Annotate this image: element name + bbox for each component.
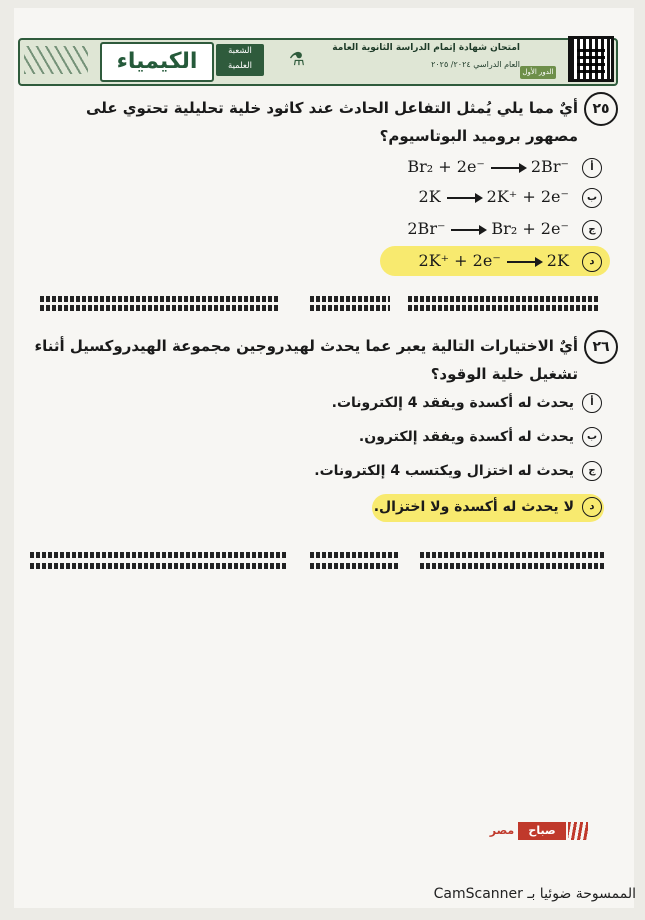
equation-rhs: 2K⁺ + 2e⁻ [486, 187, 569, 206]
brand-name: صباح [518, 822, 566, 840]
option-text: يحدث له اختزال ويكتسب 4 إلكترونات. [314, 463, 574, 479]
option-letter: ج [582, 220, 602, 240]
answer-line [30, 552, 286, 558]
question-text-26: أيٌ الاختيارات التالية يعبر عما يحدث لهيدروجين مجموعة الهيدروكسيل أثناء تشغيل خلية الوقود؟ [34, 337, 578, 383]
question-number-25: ٢٥ [584, 92, 618, 126]
option-text: يحدث له أكسدة ويفقد إلكترون. [358, 429, 574, 445]
answer-line [40, 296, 280, 302]
equation-rhs: 2K [546, 251, 569, 270]
option-letter: أ [582, 393, 602, 413]
answer-line [420, 552, 606, 558]
branch-line-1: الشعبة [228, 46, 252, 56]
brand-site: مصر [489, 824, 515, 837]
branch-badge [216, 44, 264, 76]
answer-line [408, 296, 598, 302]
option-25-a[interactable] [370, 152, 602, 182]
arrow-icon [491, 167, 525, 169]
option-letter: ب [582, 427, 602, 447]
option-text: لا يحدث له أكسدة ولا اختزال. [373, 499, 574, 515]
question-number-26: ٢٦ [584, 330, 618, 364]
option-letter: د [582, 252, 602, 272]
option-25-d[interactable] [370, 246, 602, 276]
answer-line [310, 563, 400, 569]
arrow-icon [447, 197, 481, 199]
option-25-c[interactable] [370, 214, 602, 244]
equation-lhs: 2Br⁻ [407, 219, 446, 238]
option-26-c[interactable] [300, 456, 602, 486]
brand-stripes-icon [568, 822, 588, 840]
answer-line [310, 552, 400, 558]
equation-rhs: 2Br⁻ [530, 157, 569, 176]
academic-year: العام الدراسي ٢٠٢٤/ ٢٠٢٥ [431, 60, 520, 69]
subject-title: الكيمياء [100, 42, 214, 82]
answer-line [310, 296, 390, 302]
option-letter: ج [582, 461, 602, 481]
option-26-a[interactable] [300, 388, 602, 418]
equation [419, 182, 569, 212]
option-25-b[interactable] [370, 182, 602, 212]
option-letter: ب [582, 188, 602, 208]
answer-line [40, 305, 280, 311]
equation [407, 214, 569, 244]
answer-line [420, 563, 606, 569]
equation-lhs: 2K⁺ + 2e⁻ [418, 251, 501, 270]
arrow-icon [507, 261, 541, 263]
header-ornament [24, 46, 88, 74]
exam-title: امتحان شهادة إتمام الدراسة الثانوية العامة [332, 43, 520, 53]
exam-header [18, 38, 618, 86]
option-text: يحدث له أكسدة ويفقد 4 إلكترونات. [331, 395, 574, 411]
camscanner-note: الممسوحة ضوئيا بـ CamScanner [433, 886, 636, 902]
option-letter: أ [582, 158, 602, 178]
question-text-25: أيٌ مما يلي يُمثل التفاعل الحادث عند كاثود خلية تحليلية تحتوي على مصهور بروميد البوتاسيوم؟ [86, 99, 578, 145]
arrow-icon [451, 229, 485, 231]
equation-rhs: Br₂ + 2e⁻ [491, 219, 569, 238]
option-26-d[interactable] [300, 492, 602, 522]
flask-icon: ⚗ [288, 49, 306, 70]
qr-code-icon [568, 36, 614, 82]
equation [419, 246, 569, 276]
option-letter: د [582, 497, 602, 517]
round-tag: الدور الأول [520, 66, 556, 79]
equation-lhs: Br₂ + 2e⁻ [407, 157, 485, 176]
answer-line [310, 305, 390, 311]
side-margin-marks [2, 290, 12, 410]
option-26-b[interactable] [300, 422, 602, 452]
answer-line [30, 563, 286, 569]
branch-line-2: العلمية [228, 61, 252, 71]
equation [407, 152, 569, 182]
answer-line [408, 305, 598, 311]
equation-lhs: 2K [418, 187, 441, 206]
